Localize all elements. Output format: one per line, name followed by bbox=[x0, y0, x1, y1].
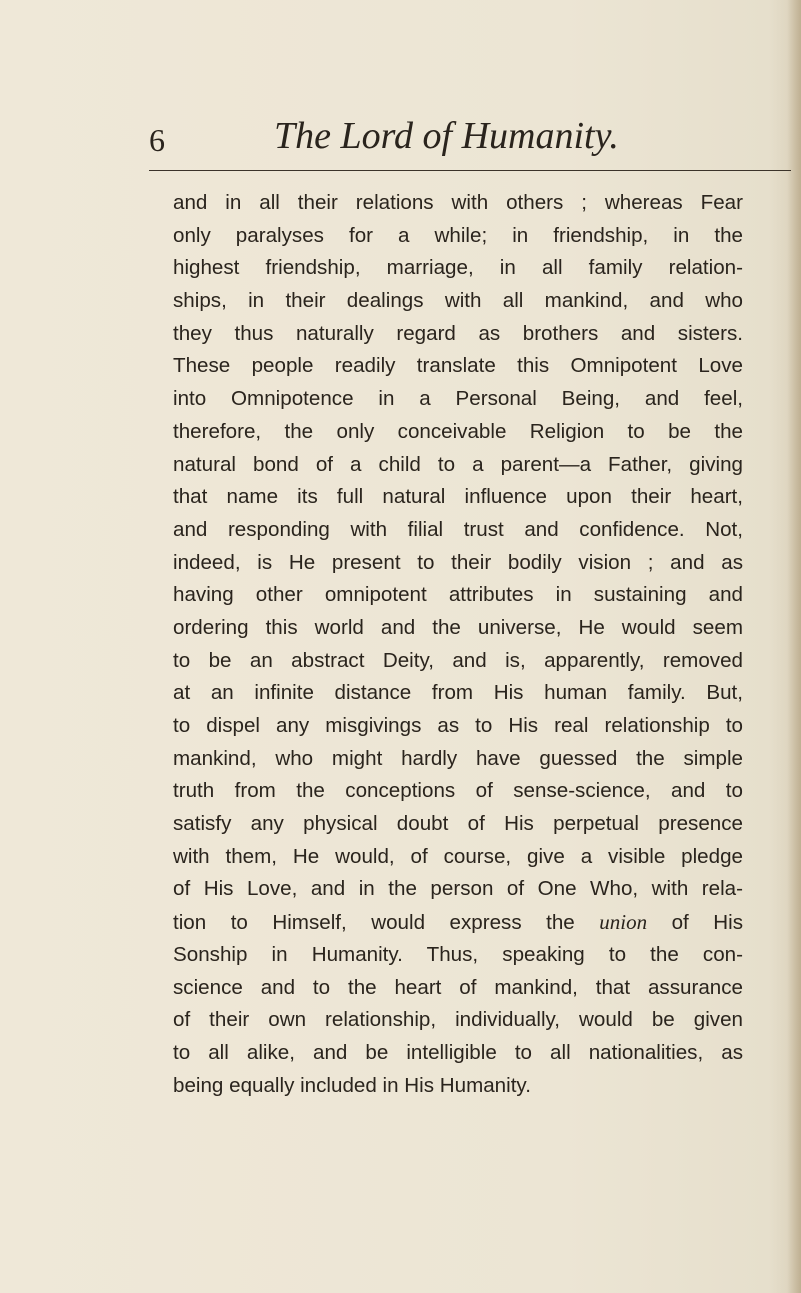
text-line: with them, He would, of course, give a visible pledge bbox=[173, 844, 743, 868]
emphasized-word: union bbox=[599, 910, 648, 935]
text-line: highest friendship, marriage, in all family relation- bbox=[173, 256, 743, 280]
header-rule bbox=[149, 170, 791, 171]
text-line: into Omnipotence in a Personal Being, and feel, bbox=[173, 387, 743, 411]
text-line: ordering this world and the universe, He would seem bbox=[173, 615, 743, 639]
text-fragment: tion to Himself, would express the bbox=[173, 911, 600, 935]
text-line: natural bond of a child to a parent—a Father, giving bbox=[173, 452, 743, 476]
text-line: being equally included in His Humanity. bbox=[173, 1073, 531, 1097]
text-line: of His Love, and in the person of One Who, with rela- bbox=[173, 877, 743, 901]
text-line: Sonship in Humanity. Thus, speaking to the con- bbox=[173, 942, 743, 966]
text-line: to dispel any misgivings as to His real relationship to bbox=[173, 714, 743, 737]
body-text bbox=[173, 187, 743, 1102]
text-line: and responding with filial trust and confidence. Not, bbox=[173, 517, 743, 541]
text-line: ships, in their dealings with all mankind, and who bbox=[173, 289, 743, 313]
text-line: mankind, who might hardly have guessed the simple bbox=[173, 746, 743, 770]
text-line: These people readily translate this Omnipotent Love bbox=[173, 354, 743, 378]
text-line: truth from the conceptions of sense-science, and to bbox=[173, 779, 743, 803]
text-line: of their own relationship, individually, would be given bbox=[173, 1008, 743, 1032]
page-header bbox=[0, 0, 801, 175]
text-line: to all alike, and be intelligible to all nationalities, as bbox=[173, 1040, 743, 1064]
page-edge-shadow bbox=[787, 0, 801, 1293]
text-line: science and to the heart of mankind, that assurance bbox=[173, 975, 743, 999]
text-line: and in all their relations with others ; whereas Fear bbox=[173, 191, 743, 214]
text-line: that name its full natural influence upon their heart, bbox=[173, 485, 743, 509]
text-line: they thus naturally regard as brothers and sisters. bbox=[173, 321, 743, 345]
text-line: therefore, the only conceivable Religion to be the bbox=[173, 419, 743, 443]
text-line: satisfy any physical doubt of His perpetual presence bbox=[173, 812, 743, 836]
text-fragment: of His bbox=[647, 911, 743, 935]
text-line: at an infinite distance from His human family. But, bbox=[173, 681, 743, 705]
text-line-with-emphasis bbox=[173, 906, 743, 939]
text-line: indeed, is He present to their bodily vision ; and as bbox=[173, 550, 743, 574]
text-line: to be an abstract Deity, and is, apparently, removed bbox=[173, 648, 743, 672]
running-head: The Lord of Humanity. bbox=[274, 115, 619, 157]
text-line: only paralyses for a while; in friendship, in the bbox=[173, 223, 743, 247]
page-number: 6 bbox=[149, 122, 165, 158]
text-line: having other omnipotent attributes in sustaining and bbox=[173, 583, 743, 607]
